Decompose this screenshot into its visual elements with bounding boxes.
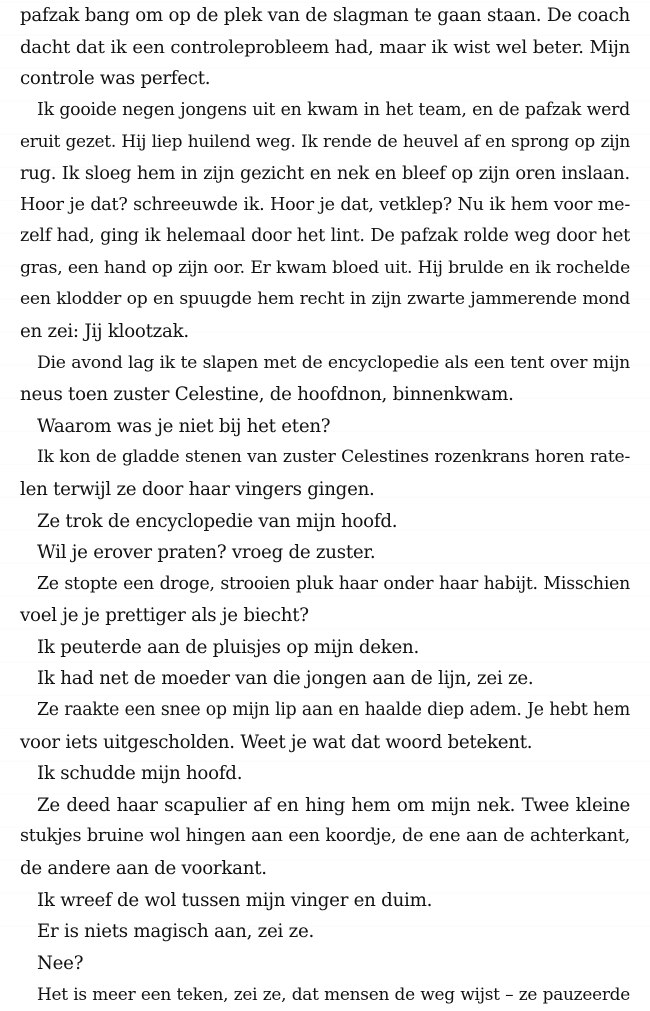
text-line: voor iets uitgescholden. Weet je wat dat woord betekent. — [20, 731, 533, 753]
text-line: Ze stopte een droge, strooien pluk haar onder haar habijt. Misschien — [37, 573, 630, 594]
text-line: neus toen zuster Celestine, de hoofdnon, binnenkwam. — [20, 384, 514, 406]
text-line: Ik gooide negen jongens uit en kwam in het team, en de pafzak werd — [37, 99, 630, 120]
text-line: Die avond lag ik te slapen met de encyclopedie als een tent over mijn — [37, 352, 630, 373]
text-line: Waarom was je niet bij het eten? — [37, 415, 331, 437]
text-line: Wil je erover praten? vroeg de zuster. — [37, 542, 376, 564]
text-line: controle was perfect. — [20, 68, 211, 90]
text-line: zelf had, ging ik helemaal door het lint. De pafzak rolde weg door het — [20, 226, 630, 247]
text-line: len terwijl ze door haar vingers gingen. — [20, 478, 375, 500]
text-line: Ik kon de gladde stenen van zuster Celestines rozenkrans horen rate- — [37, 447, 630, 468]
text-line: Nee? — [37, 952, 84, 974]
text-line: Ik wreef de wol tussen mijn vinger en duim. — [37, 889, 433, 911]
text-line: Er is niets magisch aan, zei ze. — [37, 921, 314, 943]
text-line: rug. Ik sloeg hem in zijn gezicht en nek en bleef op zijn oren inslaan. — [20, 162, 630, 184]
text-line: Het is meer een teken, zei ze, dat mensen de weg wijst – ze pauzeerde — [37, 984, 630, 1005]
text-line: Ze trok de encyclopedie van mijn hoofd. — [37, 510, 398, 532]
text-line: Ik had net de moeder van die jongen aan de lijn, zei ze. — [37, 668, 534, 690]
text-line: Ze raakte een snee op mijn lip aan en haalde diep adem. Je hebt hem — [37, 700, 630, 721]
text-line: gras, een hand op zijn oor. Er kwam bloed uit. Hij brulde en ik rochelde — [20, 257, 630, 278]
text-line: de andere aan de voorkant. — [20, 858, 267, 880]
text-line: Ik schudde mijn hoofd. — [37, 763, 243, 785]
text-line: eruit gezet. Hij liep huilend weg. Ik rende de heuvel af en sprong op zijn — [20, 131, 630, 152]
text-line: voel je je prettiger als je biecht? — [20, 605, 309, 627]
page-body-text — [20, 0, 630, 1011]
text-line: Hoor je dat? schreeuwde ik. Hoor je dat, vetklep? Nu ik hem voor me- — [20, 194, 630, 215]
text-line: dacht dat ik een controleprobleem had, maar ik wist wel beter. Mijn — [20, 36, 630, 58]
text-line: stukjes bruine wol hingen aan een koordje, de ene aan de achterkant, — [20, 826, 630, 847]
text-line: en zei: Jij klootzak. — [20, 320, 189, 342]
text-line: Ze deed haar scapulier af en hing hem om mijn nek. Twee kleine — [37, 794, 630, 816]
text-line: Ik peuterde aan de pluisjes op mijn deken. — [37, 636, 420, 658]
text-line: pafzak bang om op de plek van de slagman te gaan staan. De coach — [20, 5, 630, 26]
text-line: een klodder op en spuugde hem recht in zijn zwarte jammerende mond — [20, 289, 630, 310]
